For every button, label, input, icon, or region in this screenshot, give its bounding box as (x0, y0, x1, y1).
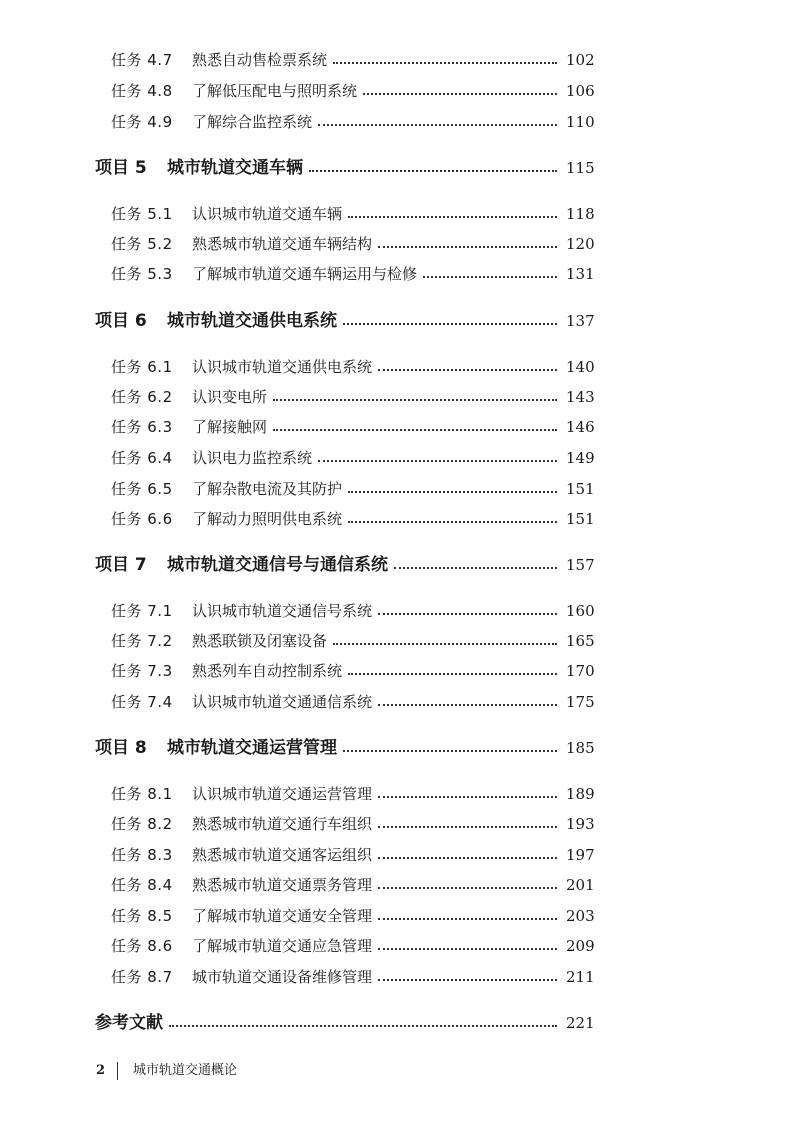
toc-entry-number: 任务 5.3 (111, 265, 173, 283)
toc-entry-title: 熟悉列车自动控制系统 (192, 662, 343, 680)
toc-leader-dots (318, 460, 557, 462)
toc-task-entry[interactable] (0, 873, 790, 897)
toc-page-number: 115 (566, 159, 595, 177)
toc-leader-dots (343, 323, 557, 325)
toc-task-entry[interactable] (0, 934, 790, 958)
toc-entry-number: 任务 8.7 (111, 968, 173, 986)
toc-page-number: 131 (566, 265, 595, 283)
toc-leader-dots (169, 1025, 557, 1027)
toc-leader-dots (378, 704, 557, 706)
toc-page-number: 189 (566, 785, 595, 803)
toc-entry-title: 了解城市轨道交通应急管理 (192, 937, 373, 955)
toc-entry-number: 任务 7.2 (111, 632, 173, 650)
toc-task-entry[interactable] (0, 507, 790, 531)
toc-entry-title: 了解接触网 (192, 418, 268, 436)
toc-entry-title: 城市轨道交通供电系统 (167, 311, 337, 331)
toc-entry-number: 任务 4.7 (111, 51, 173, 69)
toc-task-entry[interactable] (0, 690, 790, 714)
toc-leader-dots (423, 276, 557, 278)
toc-page-number: 102 (566, 51, 595, 69)
toc-entry-title: 熟悉城市轨道交通车辆结构 (192, 235, 373, 253)
toc-leader-dots (378, 826, 557, 828)
toc-entry-title: 城市轨道交通运营管理 (167, 738, 337, 758)
toc-leader-dots (378, 796, 557, 798)
toc-entry-title: 认识变电所 (192, 388, 268, 406)
toc-leader-dots (343, 750, 557, 752)
toc-task-entry[interactable] (0, 232, 790, 256)
toc-task-entry[interactable] (0, 812, 790, 836)
toc-entry-title: 认识城市轨道交通供电系统 (192, 358, 373, 376)
toc-entry-title: 熟悉城市轨道交通票务管理 (192, 876, 373, 894)
toc-entry-title: 认识城市轨道交通车辆 (192, 205, 343, 223)
footer-page-number: 2 (96, 1063, 106, 1078)
toc-page-number: 211 (566, 968, 595, 986)
toc-page-number: 106 (566, 82, 595, 100)
toc-entry-number: 任务 6.5 (111, 480, 173, 498)
toc-task-entry[interactable] (0, 355, 790, 379)
toc-page-number: 165 (566, 632, 595, 650)
toc-task-entry[interactable] (0, 965, 790, 989)
toc-entry-number: 任务 8.1 (111, 785, 173, 803)
toc-entry-title: 了解城市轨道交通安全管理 (192, 907, 373, 925)
toc-entry-number: 任务 5.1 (111, 205, 173, 223)
toc-leader-dots (378, 857, 557, 859)
toc-page-number: 118 (566, 205, 595, 223)
toc-entry-number: 任务 6.3 (111, 418, 173, 436)
toc-task-entry[interactable] (0, 415, 790, 439)
toc-page-number: 221 (566, 1014, 595, 1032)
toc-page-number: 175 (566, 693, 595, 711)
toc-leader-dots (309, 170, 557, 172)
toc-task-entry[interactable] (0, 79, 790, 103)
toc-entry-title: 熟悉自动售检票系统 (192, 51, 328, 69)
toc-reference-entry[interactable] (0, 1011, 790, 1035)
toc-task-entry[interactable] (0, 843, 790, 867)
toc-leader-dots (378, 979, 557, 981)
toc-entry-title: 认识电力监控系统 (192, 449, 313, 467)
toc-task-entry[interactable] (0, 477, 790, 501)
toc-page-number: 201 (566, 876, 595, 894)
toc-task-entry[interactable] (0, 385, 790, 409)
toc-page-number: 146 (566, 418, 595, 436)
toc-page-number: 151 (566, 510, 595, 528)
toc-entry-title: 熟悉联锁及闭塞设备 (192, 632, 328, 650)
toc-page-number: 110 (566, 113, 595, 131)
toc-entry-number: 任务 6.2 (111, 388, 173, 406)
toc-leader-dots (378, 887, 557, 889)
toc-leader-dots (333, 62, 557, 64)
toc-project-entry[interactable] (0, 553, 790, 577)
toc-leader-dots (378, 613, 557, 615)
toc-page-number: 151 (566, 480, 595, 498)
toc-entry-title: 了解城市轨道交通车辆运用与检修 (192, 265, 418, 283)
toc-page-number: 120 (566, 235, 595, 253)
toc-entry-number: 任务 7.4 (111, 693, 173, 711)
toc-entry-number: 任务 6.6 (111, 510, 173, 528)
toc-entry-title: 城市轨道交通设备维修管理 (192, 968, 373, 986)
toc-page-number: 149 (566, 449, 595, 467)
toc-entry-title: 认识城市轨道交通运营管理 (192, 785, 373, 803)
toc-project-entry[interactable] (0, 309, 790, 333)
toc-entry-title: 城市轨道交通信号与通信系统 (167, 555, 388, 575)
toc-page-number: 203 (566, 907, 595, 925)
toc-page-number: 137 (566, 312, 595, 330)
toc-entry-number: 项目 8 (95, 738, 147, 758)
toc-leader-dots (348, 521, 557, 523)
toc-entry-number: 任务 8.6 (111, 937, 173, 955)
toc-entry-number: 任务 8.5 (111, 907, 173, 925)
toc-entry-title: 了解动力照明供电系统 (192, 510, 343, 528)
toc-page-number: 143 (566, 388, 595, 406)
toc-leader-dots (348, 673, 557, 675)
toc-leader-dots (394, 567, 557, 569)
toc-entry-number: 任务 8.4 (111, 876, 173, 894)
toc-leader-dots (318, 124, 557, 126)
footer-divider (117, 1062, 118, 1080)
toc-task-entry[interactable] (0, 446, 790, 470)
toc-task-entry[interactable] (0, 629, 790, 653)
toc-leader-dots (273, 429, 557, 431)
toc-entry-number: 项目 7 (95, 555, 147, 575)
toc-entry-number: 任务 8.2 (111, 815, 173, 833)
toc-page-number: 197 (566, 846, 595, 864)
toc-page-number: 209 (566, 937, 595, 955)
toc-entry-title: 了解综合监控系统 (192, 113, 313, 131)
toc-task-entry[interactable] (0, 202, 790, 226)
toc-task-entry[interactable] (0, 262, 790, 286)
toc-page-number: 140 (566, 358, 595, 376)
toc-page-number: 185 (566, 739, 595, 757)
footer-book-title: 城市轨道交通概论 (133, 1063, 238, 1078)
toc-page-number: 160 (566, 602, 595, 620)
toc-project-entry[interactable] (0, 736, 790, 760)
toc-entry-number: 项目 6 (95, 311, 147, 331)
toc-leader-dots (363, 93, 557, 95)
toc-entry-title: 认识城市轨道交通通信系统 (192, 693, 373, 711)
toc-entry-number: 任务 6.4 (111, 449, 173, 467)
toc-entry-title: 了解杂散电流及其防护 (192, 480, 343, 498)
toc-entry-title: 熟悉城市轨道交通客运组织 (192, 846, 373, 864)
toc-entry-number: 项目 5 (95, 158, 147, 178)
toc-entry-number: 任务 7.3 (111, 662, 173, 680)
toc-entry-title: 参考文献 (95, 1013, 163, 1033)
toc-page-number: 157 (566, 556, 595, 574)
toc-task-entry[interactable] (0, 782, 790, 806)
toc-page-number: 193 (566, 815, 595, 833)
toc-project-entry[interactable] (0, 156, 790, 180)
toc-entry-number: 任务 5.2 (111, 235, 173, 253)
toc-leader-dots (333, 643, 557, 645)
page-footer (0, 1060, 790, 1082)
toc-leader-dots (378, 948, 557, 950)
toc-task-entry[interactable] (0, 599, 790, 623)
toc-entry-number: 任务 4.9 (111, 113, 173, 131)
toc-entry-title: 熟悉城市轨道交通行车组织 (192, 815, 373, 833)
toc-entry-title: 城市轨道交通车辆 (167, 158, 303, 178)
toc-entry-number: 任务 8.3 (111, 846, 173, 864)
toc-entry-title: 认识城市轨道交通信号系统 (192, 602, 373, 620)
toc-entry-number: 任务 7.1 (111, 602, 173, 620)
toc-leader-dots (348, 491, 557, 493)
toc-page-number: 170 (566, 662, 595, 680)
toc-leader-dots (378, 918, 557, 920)
toc-leader-dots (378, 246, 557, 248)
toc-entry-title: 了解低压配电与照明系统 (192, 82, 358, 100)
toc-leader-dots (348, 216, 557, 218)
toc-task-entry[interactable] (0, 48, 790, 72)
toc-leader-dots (273, 399, 557, 401)
toc-task-entry[interactable] (0, 659, 790, 683)
toc-entry-number: 任务 4.8 (111, 82, 173, 100)
toc-entry-number: 任务 6.1 (111, 358, 173, 376)
toc-leader-dots (378, 369, 557, 371)
toc-task-entry[interactable] (0, 110, 790, 134)
toc-task-entry[interactable] (0, 904, 790, 928)
